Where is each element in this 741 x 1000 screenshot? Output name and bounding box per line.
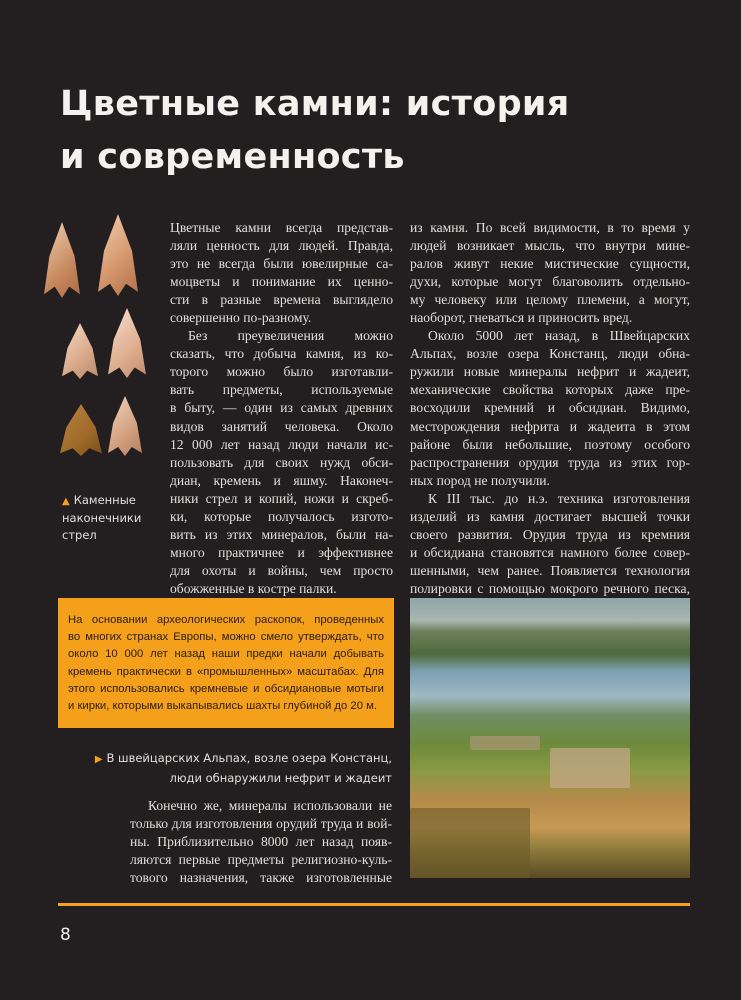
text-line: ных пород не получили. [410,472,550,488]
text-line: изделий из камня достигает высшей точки [410,508,690,524]
text-line: 12 000 лет назад люди начали ис- [170,436,393,452]
arrowhead [62,323,98,379]
text-line: Цветные камни всегда представ- [170,220,393,235]
text-line: пользовать для своих нужд обси- [170,454,393,470]
text-line: моцветы и понимание их ценно- [170,274,393,290]
title-line: Цветные камни: история [60,84,570,124]
triangle-right-icon: ▶ [94,754,103,765]
info-box-line: кремень практически в «промышленных» масштабах. Для [68,665,384,678]
text-line: месторождения нефрита и жадеита в этом [410,418,690,434]
text-line: механические свойства которых даже пре- [410,382,690,398]
bottom-paragraph [130,797,392,887]
text-line: наоборот, гневаться и приносить вред. [410,310,633,326]
caption-line: люди обнаружили нефрит и жадеит [169,771,392,785]
text-line: восходили кремний и обсидиан. Видимо, [410,400,690,416]
text-line: ны. Приблизительно 8000 лет назад появ- [130,834,392,850]
text-line: видов занятий человека. Около [170,418,393,434]
caption-line: наконечники [62,511,142,525]
text-line: и обсидиана становятся намного более совер- [410,544,690,560]
text-line: распространения орудия труда из этих гор- [410,454,690,470]
text-line: вать предметы, используемые [170,382,393,398]
text-line: для охоты и войны, чем просто [170,562,393,578]
page-title [60,78,570,184]
text-line: много практичнее и эффективнее [170,544,393,560]
page-number: 8 [60,925,71,945]
text-line: диан, кремень и яшму. Наконеч- [170,472,393,488]
text-line: это не всегда были ювелирные са- [170,256,393,272]
text-line: полировки с помощью мокрого речного песка, [410,580,690,596]
text-line: ружили новые минералы нефрит и жадеит, [410,364,690,380]
arrowhead [108,396,142,456]
info-box-line: около 10 000 лет назад наши предки начали добывать [68,648,384,661]
info-box-line: и кирки, которыми выкапывались шахты глубиной до 20 м. [68,700,378,713]
text-line: тового назначения, также изготовленные [130,870,392,886]
text-line: своего развития. Орудия труда из кремния [410,526,690,542]
arrowhead [108,308,146,378]
text-line: ляются первые предметы религиозно-куль- [130,852,392,868]
title-line: и современность [60,137,405,177]
lake-caption [95,749,392,787]
info-box-line: На основании археологических раскопок, проведенных [68,614,384,626]
caption-line: стрел [62,528,97,542]
text-line: сти в разные времена выглядело [170,292,393,308]
triangle-up-icon: ▲ [62,496,70,507]
right-column [410,219,690,598]
info-box-line: во многих странах Европы, можно смело утверждать, что [68,631,384,644]
text-line: ралов живут некие мистические сущности, [410,256,690,272]
text-line: Альпах, возле озера Констанц, люди обна- [410,346,690,362]
text-line: людей возникает мысль, что внутри мине- [410,238,690,254]
arrowhead [44,222,80,298]
text-line: духи, которые могут благоволить отдельно- [410,274,690,290]
text-line: Около 5000 лет назад, в Швейцарских [428,328,690,344]
caption-line: В швейцарских Альпах, возле озера Констанц, [106,751,392,765]
text-line: му человеку или целому племени, а могут, [410,292,690,308]
text-line: ники стрел и копий, ножи и скреб- [170,490,393,506]
text-line: шенными, чем ранее. Появляется технология [410,562,690,578]
text-line: Конечно же, минералы использовали не [148,798,392,813]
text-line: из камня. По всей видимости, в то время у [410,220,690,235]
left-column [170,219,393,598]
text-line: Без преувеличения можно [188,328,393,344]
text-line: обожженные в костре палки. [170,580,337,596]
text-line: вить из этих минералов, были на- [170,526,393,542]
arrowhead [60,404,102,456]
text-line: сказать, что добыча камня, из ко- [170,346,393,362]
text-line: совершенно по-разному. [170,310,312,326]
arrowheads-caption [62,492,141,544]
text-line: ки, которые получалось изгото- [170,508,393,524]
text-line: только для изготовления орудий труда и вой- [130,816,392,832]
lake-landscape-photo [410,598,690,878]
text-line: районе были небольшие, поэтому особого [410,436,690,452]
arrowhead [98,214,138,296]
text-line: в быту, — один из самых древних [170,400,393,416]
caption-line: Каменные [73,493,136,507]
footer-rule [58,903,690,906]
info-box [58,598,394,728]
text-line: ляли ценность для людей. Правда, [170,238,393,254]
text-line: торого можно было изготавли- [170,364,393,380]
info-box-line: этого использовались кремневые и обсидиановые мотыги [68,682,384,695]
text-line: К III тыс. до н.э. техника изготовления [428,490,690,506]
